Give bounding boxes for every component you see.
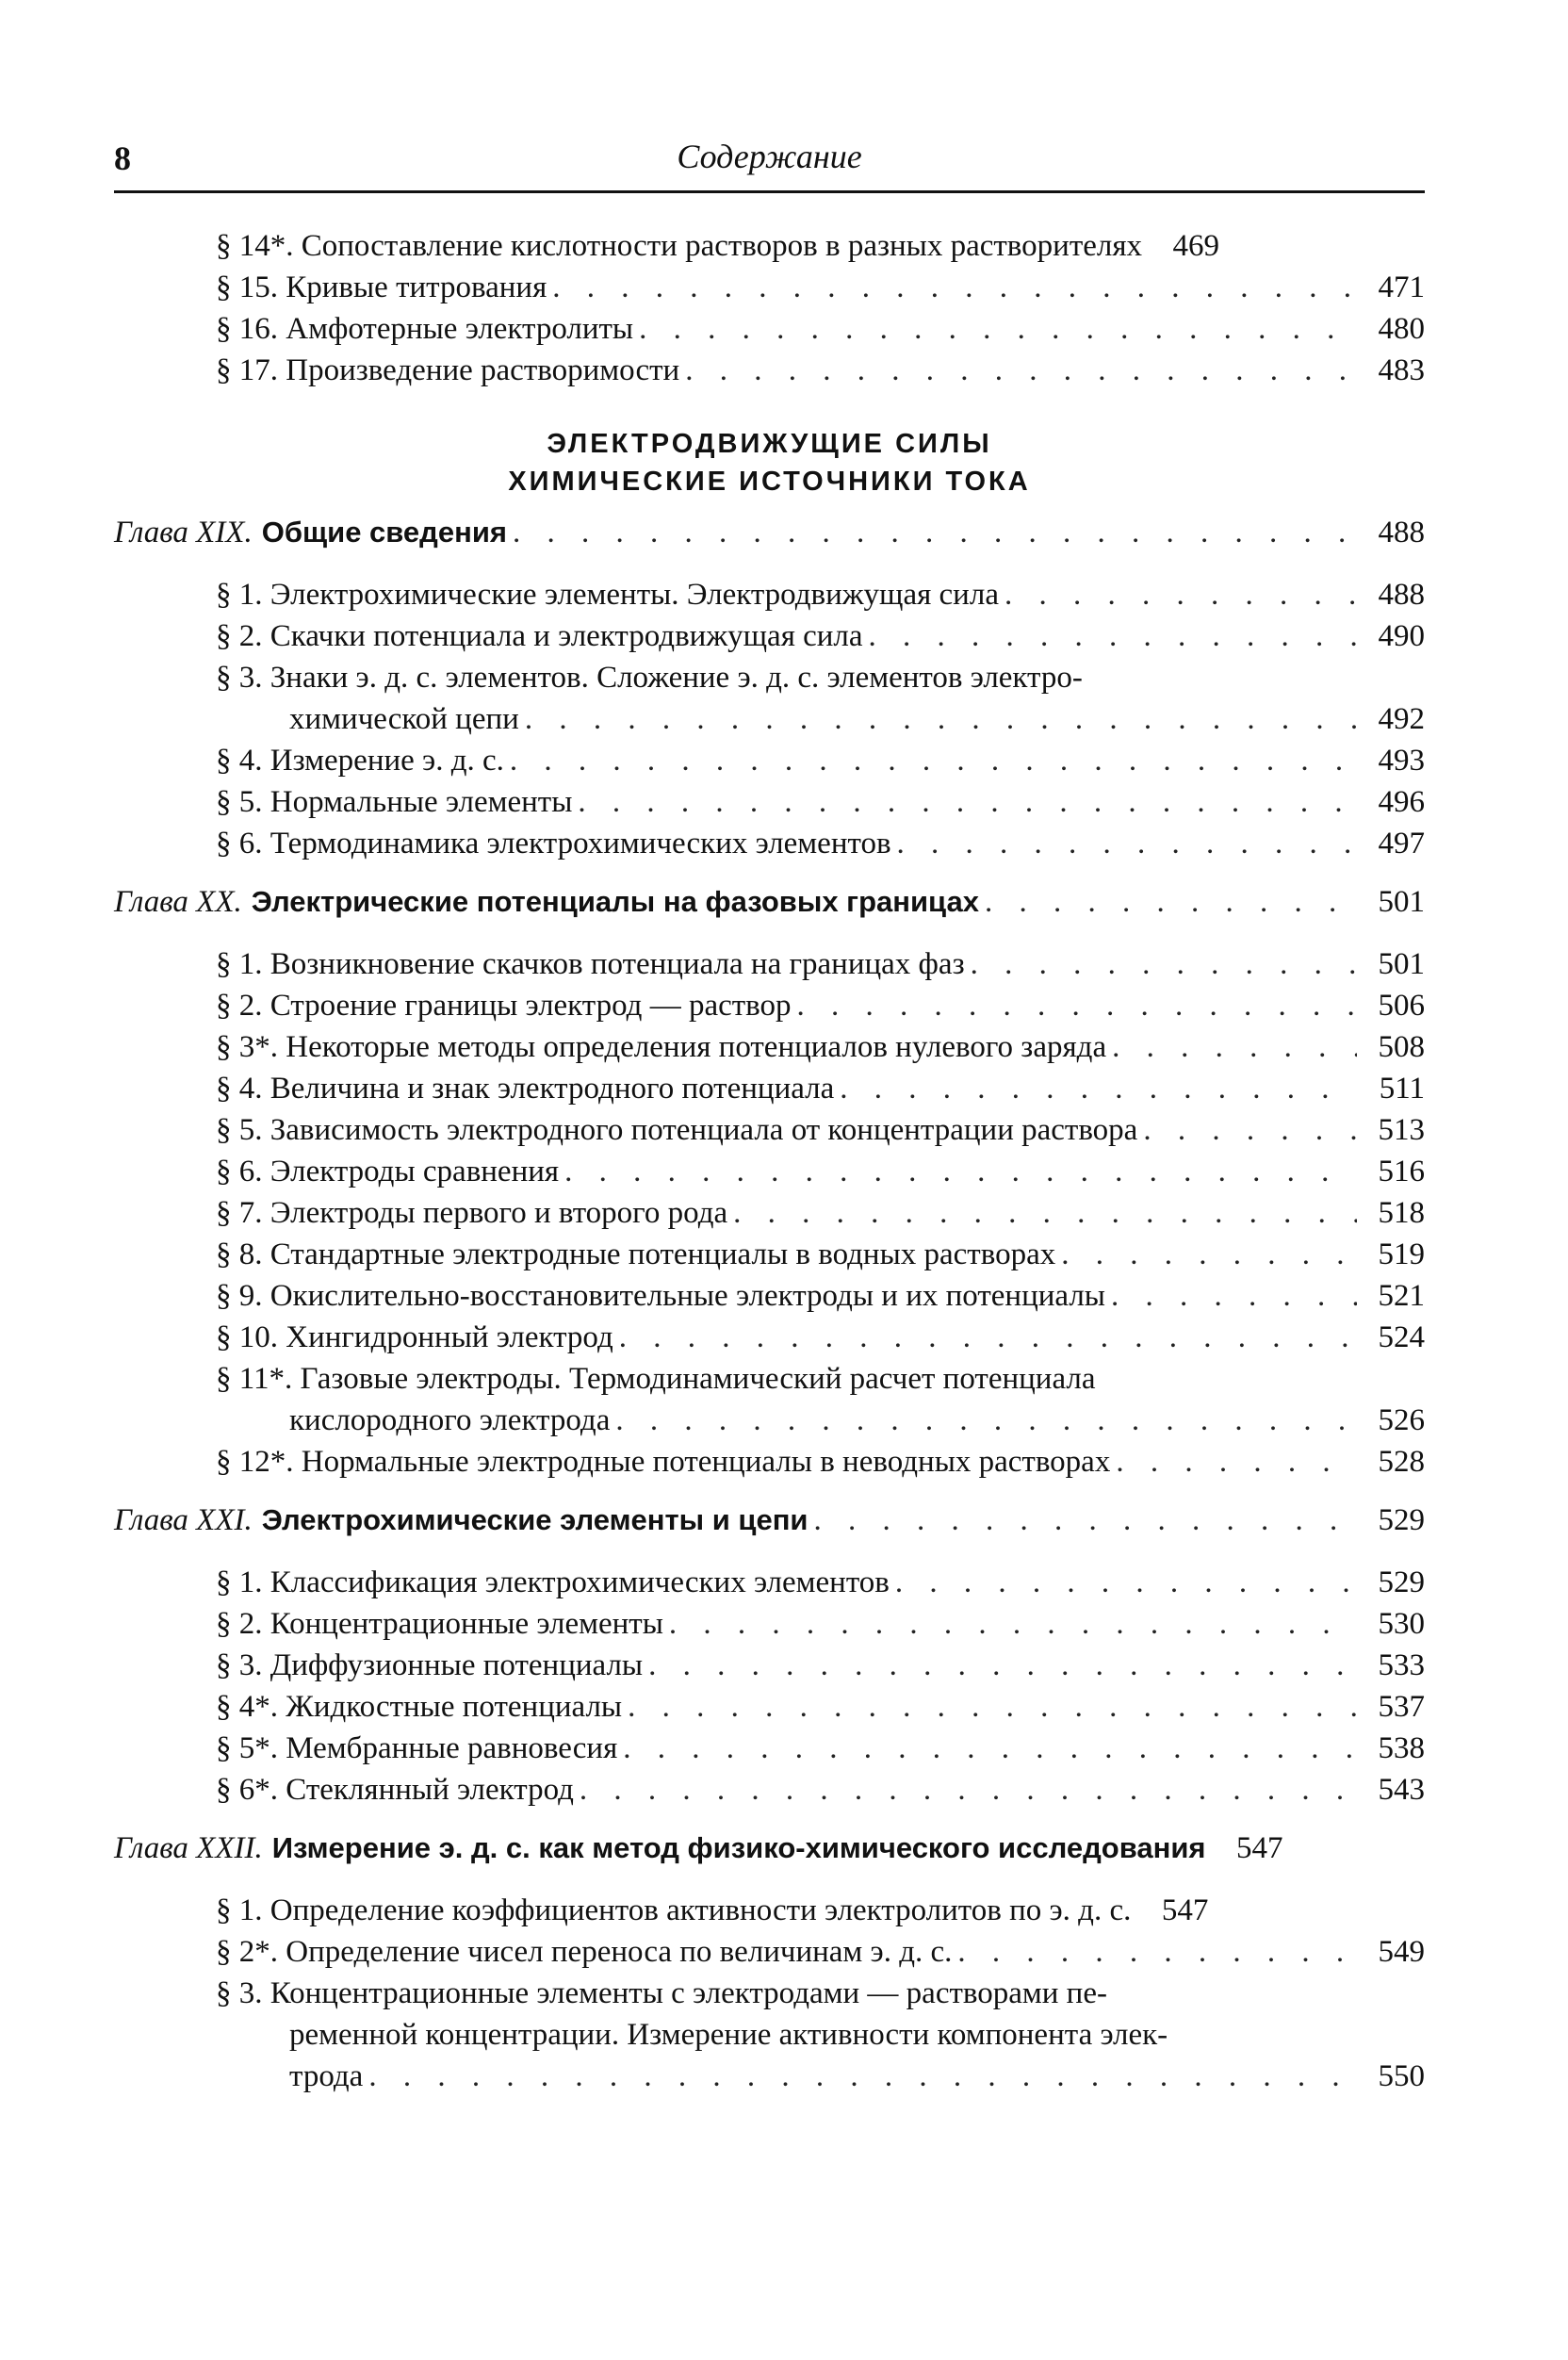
toc-entry-label: трода [289,2059,364,2093]
chapter-label: Глава XIX. [114,516,253,549]
leader-dots [897,828,1357,860]
leader-dots [1061,1239,1357,1270]
toc-entry-label: § 4*. Жидкостные потенциалы [216,1690,623,1724]
toc-entry[interactable] [114,1322,1425,1364]
leader-dots [1143,1115,1357,1146]
toc-entry-continuation[interactable] [114,704,1425,746]
toc-entry[interactable] [114,1692,1425,1733]
chapter-title: Измерение э. д. с. как метод физико-химического исследования [271,1831,1206,1864]
toc-entry-label: § 7. Электроды первого и второго рода [216,1196,728,1230]
chapter-label: Глава XX. [114,885,242,919]
toc-entry[interactable] [114,1775,1425,1816]
toc-entry-label: § 17. Произведение растворимости [216,353,680,387]
toc-page-number: 492 [1378,702,1425,736]
toc-entry-label: § 4. Величина и знак электродного потенциала [216,1072,835,1106]
toc-page-number: 547 [1235,1831,1283,1865]
toc-page-number: 550 [1378,2059,1425,2093]
toc-entry[interactable] [114,1156,1425,1198]
toc-entry-label: § 1. Электрохимические элементы. Электродвижущая сила [216,578,999,612]
toc-entry-label: § 15. Кривые титрования [216,270,547,304]
toc-page-number: 501 [1378,947,1425,981]
toc-entry-label: § 1. Определение коэффициентов активности электролитов по э. д. с. [216,1893,1132,1927]
leader-dots [1116,1447,1357,1478]
toc-entry-label: § 1. Классификация электрохимических элементов [216,1565,890,1599]
toc-page-number: 469 [1172,229,1220,263]
leader-dots [957,1937,1357,1968]
toc-entry-label: ременной концентрации. Измерение активности компонента элек- [289,2018,1168,2052]
chapter-title: Электрохимические элементы и цепи [261,1503,808,1536]
leader-dots [685,355,1357,386]
toc-entry[interactable] [114,949,1425,991]
toc-entry[interactable] [114,314,1425,355]
toc-entry-label: § 11*. Газовые электроды. Термодинамический расчет потенциала [216,1362,1096,1396]
toc-entry[interactable] [114,1073,1425,1115]
page-header [114,134,1425,193]
toc-page-number: 521 [1378,1279,1425,1313]
leader-dots [525,704,1357,735]
toc-page-number: 511 [1379,1072,1425,1106]
toc-page-number: 529 [1378,1503,1425,1537]
toc-entry-label: § 3. Диффузионные потенциалы [216,1648,644,1682]
toc-page-number: 519 [1378,1237,1425,1271]
toc-entry[interactable] [114,1239,1425,1281]
toc-page-number: 538 [1378,1731,1425,1765]
toc-entry[interactable] [114,1032,1425,1073]
toc-page-number: 537 [1378,1690,1425,1724]
toc-entry-label: § 9. Окислительно-восстановительные электроды и их потенциалы [216,1279,1105,1313]
toc-page-number: 497 [1378,827,1425,860]
table-of-contents [114,231,1425,2103]
leader-dots [564,1156,1357,1188]
running-title: Содержание [677,138,862,175]
chapter-title: Электрические потенциалы на фазовых границах [251,885,979,918]
toc-entry[interactable] [114,663,1425,704]
leader-dots [648,1650,1357,1681]
chapter-entry[interactable] [114,517,1425,563]
toc-page-number: 543 [1378,1773,1425,1807]
toc-entry[interactable] [114,355,1425,397]
toc-entry-label: § 2. Строение границы электрод — раствор [216,989,792,1023]
toc-entry[interactable] [114,1115,1425,1156]
leader-dots [840,1073,1357,1105]
toc-entry-label: § 5. Нормальные элементы [216,785,573,819]
leader-dots [985,887,1357,918]
leader-dots [869,621,1357,652]
leader-dots [797,991,1357,1022]
toc-entry[interactable] [114,787,1425,828]
leader-dots [639,314,1357,345]
toc-entry[interactable] [114,1937,1425,1978]
toc-page-number: 480 [1378,312,1425,346]
toc-page-number: 526 [1378,1403,1425,1437]
leader-dots [580,1775,1357,1806]
toc-page-number: 528 [1378,1445,1425,1479]
spacer [114,397,1425,425]
toc-entry[interactable] [114,621,1425,663]
toc-entry[interactable] [114,1978,1425,2020]
toc-entry-label: § 6. Электроды сравнения [216,1155,560,1188]
toc-entry[interactable] [114,1281,1425,1322]
toc-page-number: 506 [1378,989,1425,1023]
toc-page-number: 508 [1378,1030,1425,1064]
toc-entry-label: § 16. Амфотерные электролиты [216,312,634,346]
toc-entry-label: § 2. Скачки потенциала и электродвижущая сила [216,619,863,653]
leader-dots [510,746,1357,777]
toc-page-number: 549 [1378,1935,1425,1969]
chapter-title: Общие сведения [261,516,507,549]
leader-dots [733,1198,1357,1229]
toc-entry-label: § 6. Термодинамика электрохимических элементов [216,827,891,860]
leader-dots [628,1692,1357,1723]
toc-entry[interactable] [114,580,1425,621]
toc-page-number: 488 [1378,516,1425,549]
part-title-line: ЭЛЕКТРОДВИЖУЩИЕ СИЛЫ [547,429,992,459]
leader-dots [814,1505,1358,1536]
toc-entry-label: § 3*. Некоторые методы определения потенциалов нулевого заряда [216,1030,1107,1064]
toc-page-number: 524 [1378,1320,1425,1354]
toc-entry-label: § 5. Зависимость электродного потенциала от концентрации раствора [216,1113,1138,1147]
part-title-line: ХИМИЧЕСКИЕ ИСТОЧНИКИ ТОКА [508,467,1031,497]
toc-entry-label: § 5*. Мембранные равновесия [216,1731,618,1765]
toc-entry[interactable] [114,1650,1425,1692]
toc-entry-label: химической цепи [289,702,519,736]
toc-entry[interactable] [114,231,1425,272]
toc-page-number: 471 [1378,270,1425,304]
toc-entry[interactable] [114,1733,1425,1775]
leader-dots [615,1405,1357,1436]
toc-entry[interactable] [114,1364,1425,1405]
toc-page-number: 516 [1378,1155,1425,1188]
toc-entry[interactable] [114,1609,1425,1650]
leader-dots [895,1567,1357,1598]
part-title [114,425,1425,500]
chapter-entry[interactable] [114,1505,1425,1550]
chapter-entry[interactable] [114,887,1425,932]
toc-page-number: 529 [1378,1565,1425,1599]
chapter-entry[interactable] [114,1833,1425,1878]
toc-page-number: 513 [1378,1113,1425,1147]
toc-entry-label: § 1. Возникновение скачков потенциала на границах фаз [216,947,965,981]
leader-dots [619,1322,1357,1353]
toc-page-number: 488 [1378,578,1425,612]
toc-page-number: 518 [1378,1196,1425,1230]
leader-dots [578,787,1357,818]
toc-page-number: 530 [1378,1607,1425,1641]
leader-dots [368,2061,1357,2092]
leader-dots [552,272,1357,303]
leader-dots [1111,1281,1357,1312]
toc-page-number: 496 [1378,785,1425,819]
toc-page-number: 547 [1161,1893,1209,1927]
toc-entry[interactable] [114,1198,1425,1239]
toc-entry-label: § 12*. Нормальные электродные потенциалы в неводных растворах [216,1445,1111,1479]
toc-page-number: 490 [1378,619,1425,653]
toc-entry-label: § 10. Хингидронный электрод [216,1320,613,1354]
toc-entry[interactable] [114,1447,1425,1488]
toc-entry[interactable] [114,991,1425,1032]
toc-entry-label: § 2. Концентрационные элементы [216,1607,663,1641]
toc-entry-continuation[interactable] [114,1405,1425,1447]
toc-entry[interactable] [114,1895,1425,1937]
toc-page-number: 533 [1378,1648,1425,1682]
toc-entry-label: § 2*. Определение чисел переноса по величинам э. д. с. [216,1935,953,1969]
toc-entry-label: § 8. Стандартные электродные потенциалы в водных растворах [216,1237,1056,1271]
toc-entry-label: кислородного электрода [289,1403,611,1437]
toc-entry-label: § 4. Измерение э. д. с. [216,744,504,778]
leader-dots [971,949,1357,980]
leader-dots [1112,1032,1357,1063]
leader-dots [1004,580,1357,611]
chapter-label: Глава XXI. [114,1503,253,1537]
page-number: 8 [114,139,131,177]
leader-dots [623,1733,1357,1764]
toc-entry-label: § 6*. Стеклянный электрод [216,1773,574,1807]
toc-entry-continuation [114,2020,1425,2061]
toc-page-number: 493 [1378,744,1425,778]
leader-dots [513,517,1357,549]
chapter-label: Глава XXII. [114,1831,263,1865]
toc-entry-label: § 3. Знаки э. д. с. элементов. Сложение э. д. с. элементов электро- [216,661,1083,695]
toc-entry[interactable] [114,272,1425,314]
toc-entry-continuation[interactable] [114,2061,1425,2103]
toc-entry-label: § 3. Концентрационные элементы с электродами — растворами пе- [216,1976,1107,2010]
leader-dots [669,1609,1357,1640]
toc-entry[interactable] [114,1567,1425,1609]
toc-page-number: 501 [1378,885,1425,919]
toc-page-number: 483 [1378,353,1425,387]
toc-entry[interactable] [114,746,1425,787]
toc-entry[interactable] [114,828,1425,870]
toc-entry-label: § 14*. Сопоставление кислотности растворов в разных растворителях [216,229,1143,263]
